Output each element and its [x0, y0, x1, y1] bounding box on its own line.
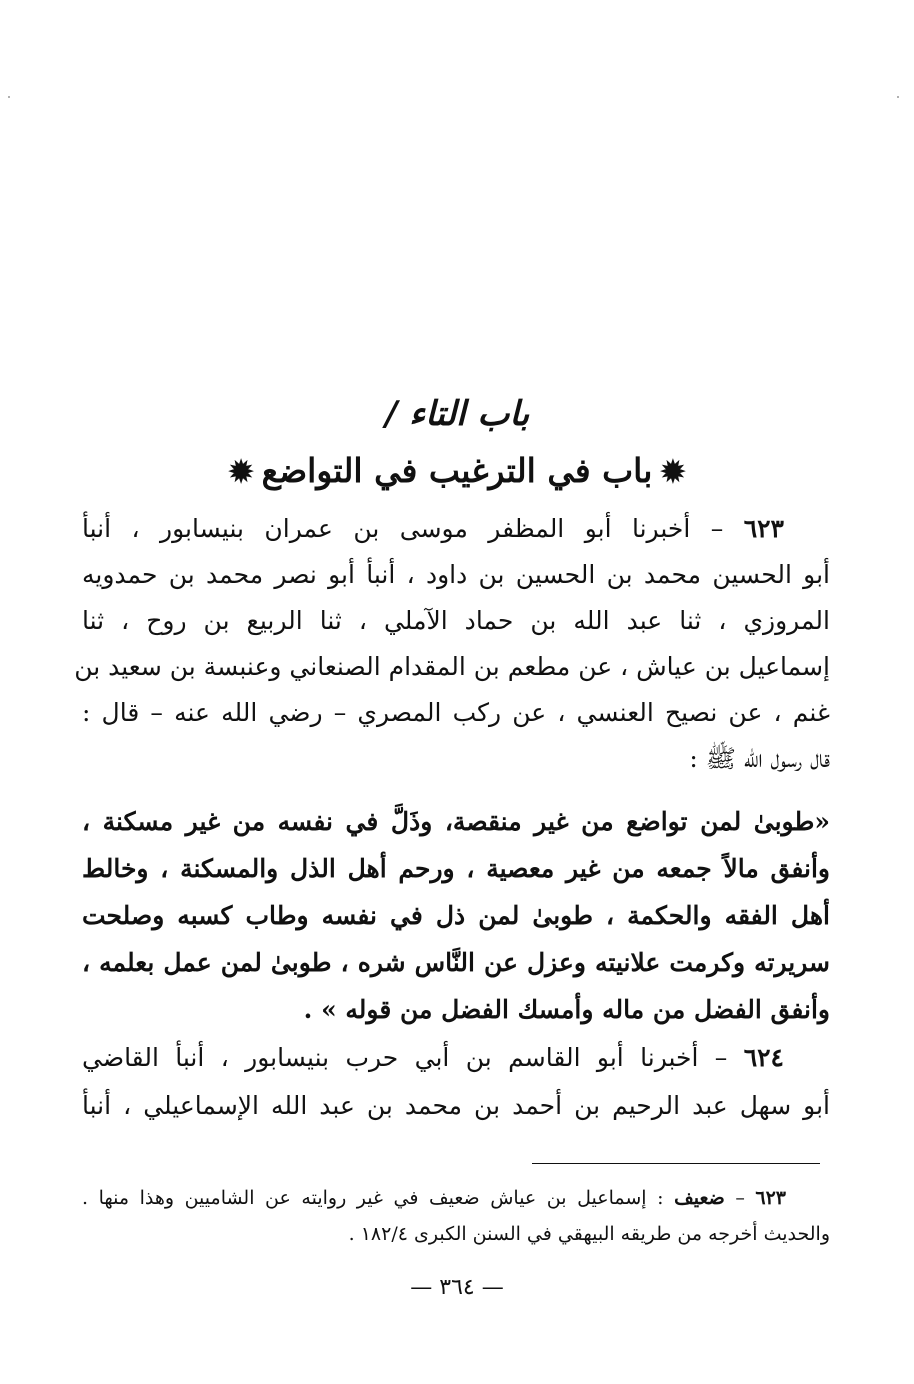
hadith-text-line: سريرته وكرمت علانيته وعزل عن النَّاس شره ، طوبىٰ لمن عمل بعلمه ، [82, 948, 830, 977]
hadith-text-line: وأنفق مالاً جمعه من غير معصية ، ورحم أهل الذل والمسكنة ، وخالط [82, 854, 830, 883]
scan-speck [8, 96, 10, 98]
isnad-line: أبو سهل عبد الرحيم بن أحمد بن محمد بن عبد الله الإسماعيلي ، أنبأ [82, 1091, 830, 1120]
hadith-text-line: «طوبىٰ لمن تواضع من غير منقصة، وذَلَّ في نفسه من غير مسكنة ، [82, 807, 830, 836]
hadith-text-line: أهل الفقه والحكمة ، طوبىٰ لمن ذل في نفسه وطاب كسبه وصلحت [82, 901, 830, 930]
footnote-line: والحديث أخرجه من طريقه البيهقي في السنن الكبرى ١٨٢/٤ . [348, 1223, 830, 1245]
page-number: — ٣٦٤ — [410, 1275, 504, 1300]
isnad-line: قال رسول الله ﷺ : [689, 744, 830, 773]
hadith-number: ٦٢٣ [743, 514, 784, 543]
scan-speck [897, 96, 899, 98]
section-heading-text: باب في الترغيب في التواضع [261, 451, 653, 490]
footnote-separator [532, 1163, 820, 1164]
section-heading [0, 446, 914, 498]
hadith-number: ٦٢٤ [743, 1043, 784, 1072]
hadith-624-isnad [82, 1034, 830, 1130]
footnote [82, 1180, 830, 1252]
footnote-line: ٦٢٣ – ضعيف : إسماعيل بن عياش ضعيف في غير روايته عن الشاميين وهذا منها . [82, 1187, 786, 1209]
hadith-623-isnad [74, 506, 830, 782]
star-ornament-icon: ✹ [660, 455, 686, 490]
hadith-text-line: وأنفق الفضل من ماله وأمسك الفضل من قوله » . [303, 995, 830, 1024]
isnad-line: أبو الحسين محمد بن الحسين بن داود ، أنبأ أبو نصر محمد بن حمدويه [82, 560, 830, 589]
isnad-line: المروزي ، ثنا عبد الله بن حماد الآملي ، ثنا الربيع بن روح ، ثنا [82, 606, 830, 635]
star-ornament-icon: ✹ [228, 455, 254, 490]
isnad-line: إسماعيل بن عياش ، عن مطعم بن المقدام الصنعاني وعنبسة بن سعيد بن [74, 652, 830, 681]
isnad-line: غنم ، عن نصيح العنسي ، عن ركب المصري – رضي الله عنه – قال : [82, 698, 830, 727]
footnote-grade: ضعيف [674, 1187, 725, 1209]
hadith-623-text [82, 798, 830, 1033]
isnad-line: ٦٢٣ – أخبرنا أبو المظفر موسى بن عمران بنيسابور ، أنبأ [82, 514, 784, 543]
isnad-line: ٦٢٤ – أخبرنا أبو القاسم بن أبي حرب بنيسابور ، أنبأ القاضي [82, 1043, 784, 1072]
chapter-heading: باب التاء / [384, 394, 530, 434]
